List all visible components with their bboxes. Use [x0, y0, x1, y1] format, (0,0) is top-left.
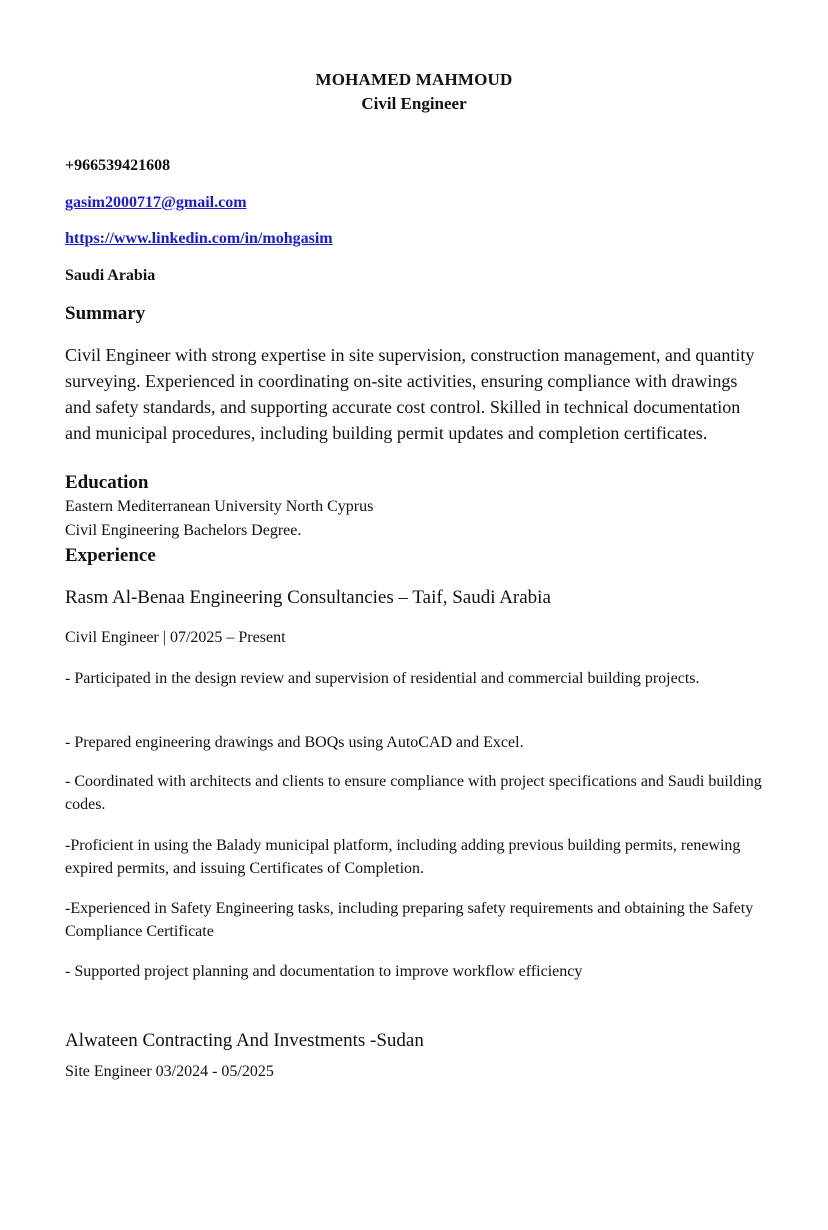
job-company: Alwateen Contracting And Investments -Sudan	[65, 1030, 424, 1051]
job-role-dates: Civil Engineer | 07/2025 – Present	[65, 629, 286, 646]
phone-number: +966539421608	[65, 157, 171, 174]
job-bullet: - Participated in the design review and supervision of residential and commercial building projects.	[65, 670, 700, 687]
job-company: Rasm Al-Benaa Engineering Consultancies – Taif, Saudi Arabia	[65, 587, 551, 608]
education-heading: Education	[65, 472, 149, 493]
education-school: Eastern Mediterranean University North Cyprus	[65, 498, 374, 515]
job-role-dates: Site Engineer 03/2024 - 05/2025	[65, 1063, 274, 1080]
email-link[interactable]: gasim2000717@gmail.com	[65, 194, 247, 211]
job-bullet: - Supported project planning and documentation to improve workflow efficiency	[65, 963, 583, 980]
job-bullet: - Prepared engineering drawings and BOQs using AutoCAD and Excel.	[65, 734, 524, 751]
linkedin-link[interactable]: https://www.linkedin.com/in/mohgasim	[65, 230, 333, 247]
candidate-name: MOHAMED MAHMOUD	[315, 70, 513, 89]
job-bullet: -Experienced in Safety Engineering tasks, including preparing safety requirements and obtaining the Safety Compliance Certificate	[65, 900, 754, 940]
job-bullet: -Proficient in using the Balady municipal platform, including adding previous building permits, renewing expired permits, and issuing Certificates of Completion.	[65, 837, 741, 877]
experience-heading: Experience	[65, 545, 156, 566]
education-degree: Civil Engineering Bachelors Degree.	[65, 522, 302, 539]
job-bullet: - Coordinated with architects and clients to ensure compliance with project specifications and Saudi building codes.	[65, 773, 762, 813]
summary-heading: Summary	[65, 303, 146, 324]
location: Saudi Arabia	[65, 267, 156, 284]
summary-text: Civil Engineer with strong expertise in site supervision, construction management, and quantity surveying. Experienced in coordinating on-site activities, ensuring compliance with drawings and safety standards, and supporting accurate cost control. Skilled in technical documentation and municipal procedures, including building permit updates and completion certificates.	[65, 345, 755, 443]
candidate-title: Civil Engineer	[361, 94, 467, 113]
